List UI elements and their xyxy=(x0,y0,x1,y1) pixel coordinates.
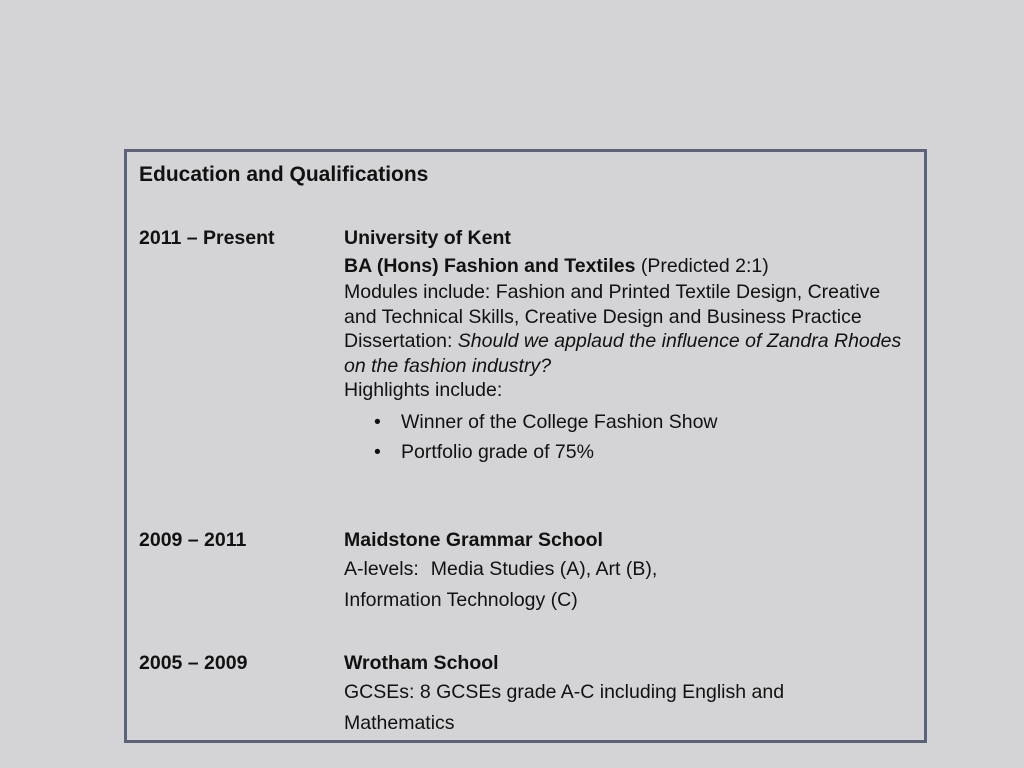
entry-date: 2009 – 2011 xyxy=(139,529,247,551)
entry-date: 2005 – 2009 xyxy=(139,652,248,674)
dissertation-line xyxy=(344,329,904,378)
predicted-grade: (Predicted 2:1) xyxy=(640,255,769,277)
degree-title: BA (Hons) Fashion and Textiles xyxy=(344,255,636,277)
highlight-text: Winner of the College Fashion Show xyxy=(401,410,718,433)
institution-name: University of Kent xyxy=(344,227,511,249)
gcses-text: GCSEs: 8 GCSEs grade A-C including English and Mathematics xyxy=(344,681,785,734)
bullet-icon: • xyxy=(374,441,381,463)
institution-name: Maidstone Grammar School xyxy=(344,529,603,551)
highlight-text: Portfolio grade of 75% xyxy=(401,441,594,463)
list-item xyxy=(344,437,904,468)
alevels-label: A-levels: xyxy=(344,558,419,580)
modules-text: Modules include: Fashion and Printed Textile Design, Creative and Technical Skills, Creative Design and Business Practice xyxy=(344,281,881,328)
section-title: Education and Qualifications xyxy=(139,163,429,186)
degree-line xyxy=(344,252,904,280)
entry-details xyxy=(344,526,904,616)
alevels-subjects-continued: Information Technology (C) xyxy=(344,589,578,611)
entry-details xyxy=(344,224,904,468)
alevels-subjects: Media Studies (A), Art (B), xyxy=(430,558,658,580)
alevels-line xyxy=(344,554,904,585)
education-section-box xyxy=(124,149,927,743)
list-item xyxy=(344,407,904,438)
entry-date: 2011 – Present xyxy=(139,227,275,249)
entry-details xyxy=(344,649,904,739)
dissertation-title: Should we applaud the influence of Zandra Rhodes on the fashion industry? xyxy=(344,330,902,377)
highlights-list xyxy=(344,407,904,468)
highlights-label: Highlights include: xyxy=(344,379,503,401)
institution-name: Wrotham School xyxy=(344,652,499,674)
bullet-icon: • xyxy=(374,410,381,433)
dissertation-label: Dissertation: xyxy=(344,330,453,352)
